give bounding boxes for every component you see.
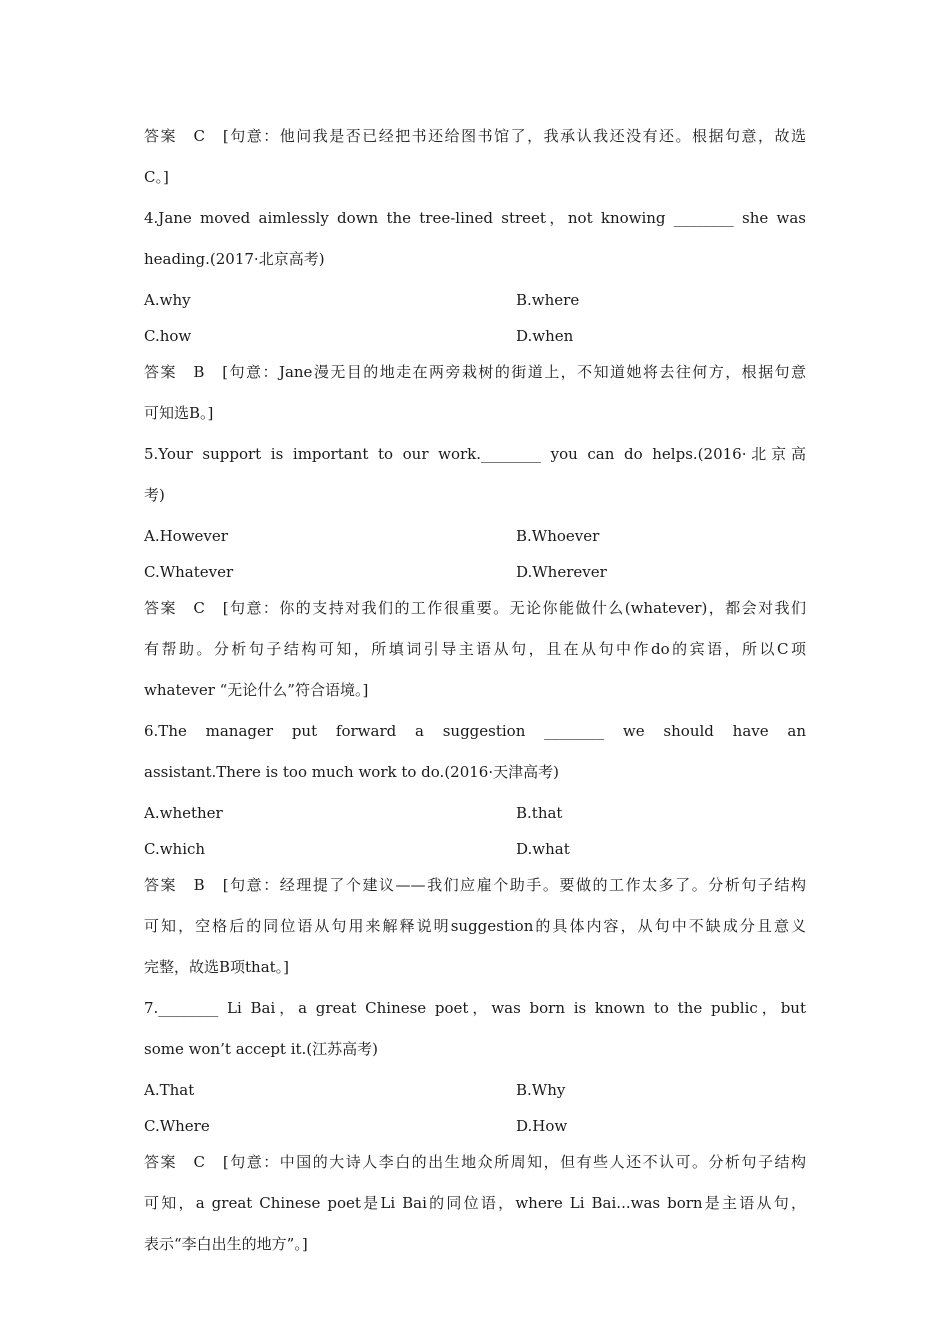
option-d: D.How xyxy=(516,1117,568,1135)
question-4-line: heading.(2017·北京高考) xyxy=(144,250,325,268)
option-d: D.Wherever xyxy=(516,563,607,581)
option-c: C.how xyxy=(144,327,192,345)
option-c: C.which xyxy=(144,840,206,858)
option-b: B.where xyxy=(516,291,580,309)
answer-5-line: 答案 C [句意：你的支持对我们的工作很重要。无论你能做什么(whatever)，都会对我们 xyxy=(144,599,806,617)
question-6-options-row xyxy=(144,831,806,867)
answer-4-line: 答案 B [句意：Jane漫无目的地走在两旁栽树的街道上，不知道她将去往何方，根据句意 xyxy=(144,363,806,381)
question-5-line: 5.Your support is important to our work.________ you can do helps.(2016·北京高 xyxy=(144,445,806,463)
question-7-line: 7.________ Li Bai，a great Chinese poet，was born is known to the public，but xyxy=(144,999,806,1017)
answer-7-line: 答案 C [句意：中国的大诗人李白的出生地众所周知，但有些人还不认可。分析句子结构 xyxy=(144,1153,806,1171)
question-7-line: some won’t accept it.(江苏高考) xyxy=(144,1040,379,1058)
option-a: A.That xyxy=(144,1081,195,1099)
answer-6-line: 答案 B [句意：经理提了个建议——我们应雇个助手。要做的工作太多了。分析句子结构 xyxy=(144,876,806,894)
question-5-options-row xyxy=(144,518,806,554)
question-6-line: 6.The manager put forward a suggestion ________ we should have an xyxy=(144,722,806,740)
option-a: A.However xyxy=(144,527,228,545)
question-5-options-row xyxy=(144,554,806,590)
answer-6-line: 可知，空格后的同位语从句用来解释说明suggestion的具体内容，从句中不缺成分且意义 xyxy=(144,917,806,935)
answer-line: 答案 C [句意：他问我是否已经把书还给图书馆了，我承认我还没有还。根据句意，故选 xyxy=(144,127,806,145)
answer-4-line: 可知选B。] xyxy=(144,404,214,422)
answer-7-line: 可知，a great Chinese poet是Li Bai的同位语，where Li Bai...was born是主语从句， xyxy=(144,1194,806,1212)
option-b: B.that xyxy=(516,804,563,822)
option-c: C.Where xyxy=(144,1117,210,1135)
answer-5-line: 有帮助。分析句子结构可知，所填词引导主语从句，且在从句中作do的宾语，所以C项 xyxy=(144,640,806,658)
question-7-options-row xyxy=(144,1108,806,1144)
option-a: A.why xyxy=(144,291,191,309)
answer-line: C。] xyxy=(144,168,169,186)
question-6-line: assistant.There is too much work to do.(2016·天津高考) xyxy=(144,763,559,781)
option-d: D.what xyxy=(516,840,570,858)
option-d: D.when xyxy=(516,327,574,345)
option-b: B.Whoever xyxy=(516,527,600,545)
question-5-line: 考) xyxy=(144,486,165,504)
option-b: B.Why xyxy=(516,1081,566,1099)
question-4-options-row xyxy=(144,282,806,318)
answer-7-line: 表示“李白出生的地方”。] xyxy=(144,1235,308,1253)
question-4-line: 4.Jane moved aimlessly down the tree-lined street，not knowing ________ she was xyxy=(144,209,806,227)
option-a: A.whether xyxy=(144,804,223,822)
answer-6-line: 完整，故选B项that。] xyxy=(144,958,290,976)
question-7-options-row xyxy=(144,1072,806,1108)
answer-5-line: whatever “无论什么”符合语境。] xyxy=(144,681,369,699)
question-6-options-row xyxy=(144,795,806,831)
option-c: C.Whatever xyxy=(144,563,234,581)
question-4-options-row xyxy=(144,318,806,354)
document-page xyxy=(144,118,806,1267)
